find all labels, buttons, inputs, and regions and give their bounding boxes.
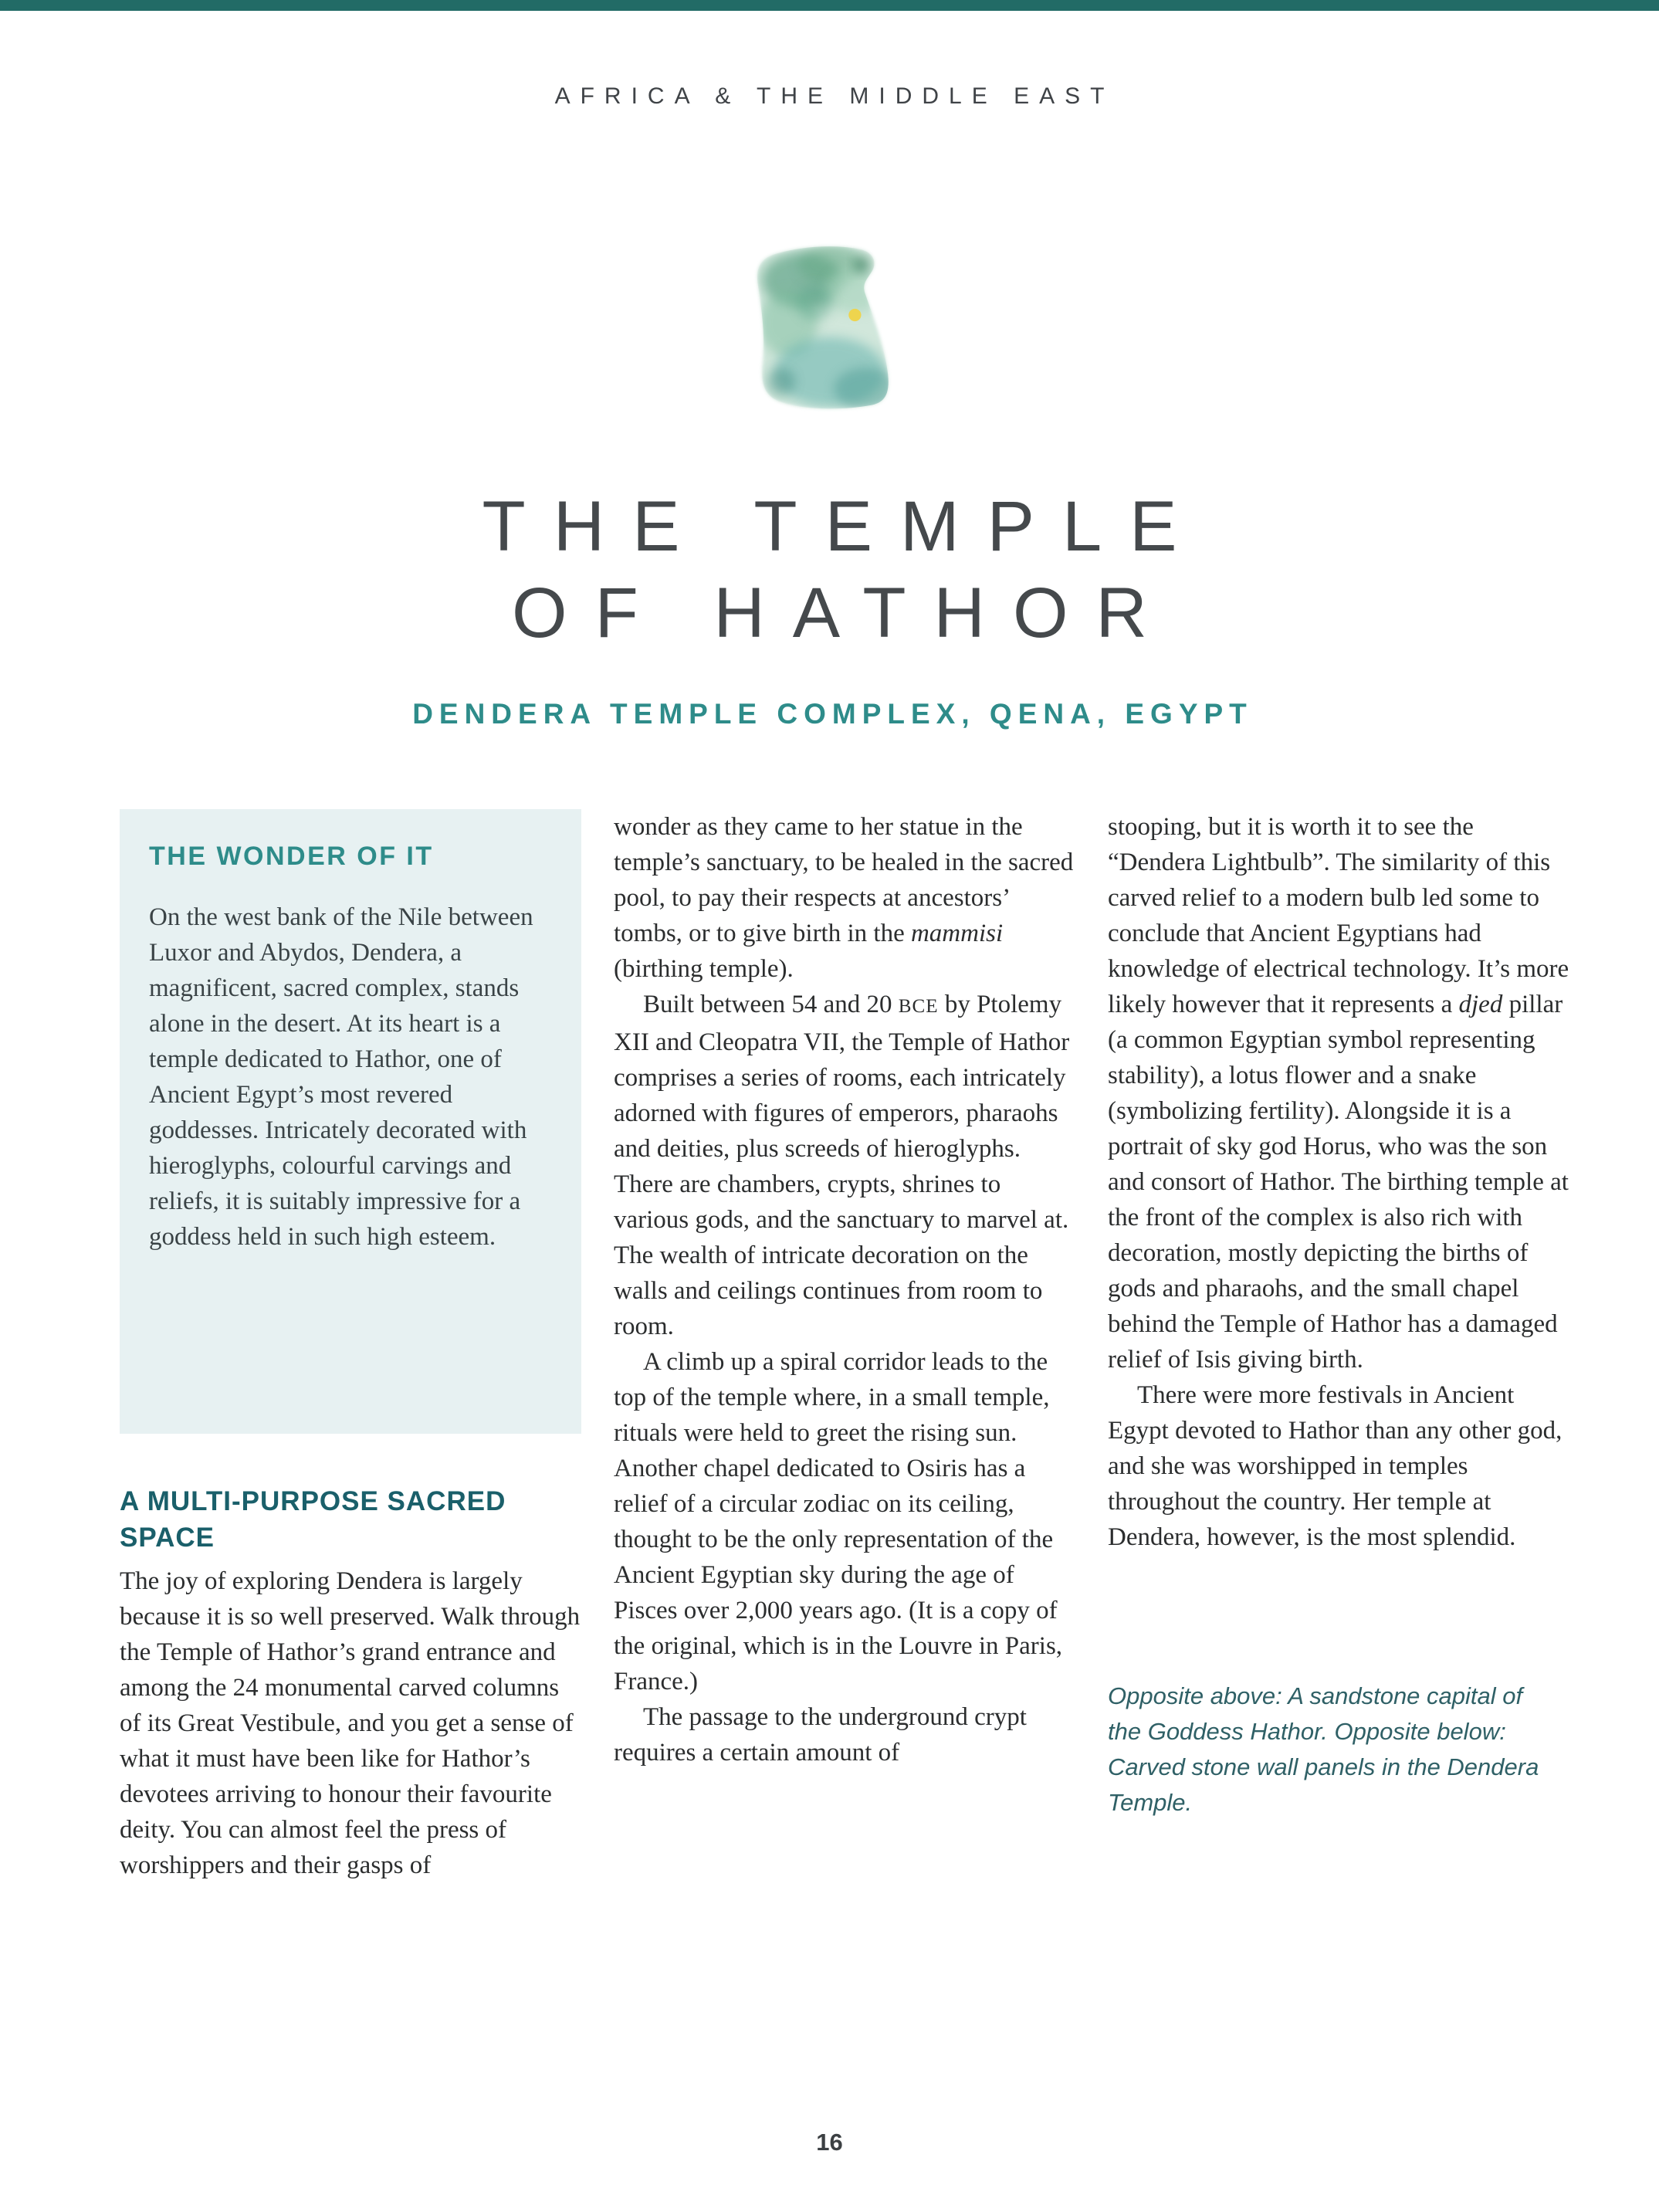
right-column-text [1108, 809, 1569, 1555]
egypt-watercolor-svg [726, 224, 934, 434]
italic-text: djed [1458, 991, 1503, 1018]
middle-column-text [614, 809, 1075, 1770]
paragraph [149, 899, 552, 1255]
article-columns [120, 809, 1569, 1883]
page-title [0, 483, 1659, 656]
wonder-box-text [149, 899, 552, 1255]
smallcaps-text: BCE [898, 996, 939, 1017]
body-text: stooping, but it is worth it to see the “Dendera Lightbulb”. The similarity of this carved relief to a modern bulb led some to conclude that Ancient Egyptians had knowledge of electrical technology. It’s more likely however that it represents a [1108, 813, 1569, 1018]
paragraph [614, 1699, 1075, 1770]
page-title-line1: THE TEMPLE [482, 487, 1205, 566]
paragraph [1108, 1377, 1569, 1555]
body-text: Built between 54 and 20 [642, 991, 899, 1018]
wonder-box-heading: THE WONDER OF IT [149, 842, 434, 871]
paragraph [1108, 809, 1569, 1377]
top-accent-bar [0, 0, 1659, 11]
body-text: (birthing temple). [614, 955, 794, 983]
body-text: The joy of exploring Dendera is largely because it is so well preserved. Walk through the Temple of Hathor’s grand entrance and among the 24 monumental carved columns of its Great Vestibule, and you get a sense of what it must have been like for Hathor’s devotees arriving to honour their favourite deity. You can almost feel the press of worshippers and their gasps of [120, 1567, 581, 1879]
italic-text: mammisi [910, 920, 1004, 947]
paragraph [614, 987, 1075, 1344]
page-subtitle: DENDERA TEMPLE COMPLEX, QENA, EGYPT [412, 698, 1253, 730]
left-column [120, 809, 581, 1883]
page-title-line2: OF HATHOR [512, 574, 1175, 652]
body-text: by Ptolemy XII and Cleopatra VII, the Temple of Hathor comprises a series of rooms, each intricately adorned with figures of emperors, pharaohs and deities, plus screeds of hieroglyphs. There are chambers, crypts, shrines to various gods, and the sanctuary to marvel at. The wealth of intricate decoration on the walls and ceilings continues from room to room. [614, 991, 1070, 1340]
paragraph [120, 1563, 581, 1883]
map-marker-dendera [848, 309, 861, 321]
right-column [1108, 809, 1569, 1821]
middle-column [614, 809, 1075, 1770]
page-number: 16 [816, 2129, 843, 2156]
egypt-map-illustration [726, 224, 934, 434]
body-text: There were more festivals in Ancient Egypt devoted to Hathor than any other god, and she was worshipped in temples throughout the country. Her temple at Dendera, however, is the most splendid. [1108, 1381, 1563, 1551]
body-text: wonder as they came to her statue in the temple’s sanctuary, to be healed in the sacred pool, to pay their respects at ancestors’ tombs, or to give birth in the [614, 813, 1074, 947]
body-text: On the west bank of the Nile between Luxor and Abydos, Dendera, a magnificent, sacred complex, stands alone in the desert. At its heart is a temple dedicated to Hathor, one of Ancient Egypt’s most revered goddesses. Intricately decorated with hieroglyphs, colourful carvings and reliefs, it is suitably impressive for a goddess held in such high esteem. [149, 903, 533, 1251]
paragraph [614, 809, 1075, 987]
paragraph [614, 1344, 1075, 1699]
left-column-text [120, 1563, 581, 1883]
body-text: The passage to the underground crypt requires a certain amount of [614, 1703, 1027, 1767]
section-header: AFRICA & THE MIDDLE EAST [554, 83, 1115, 109]
body-text: pillar (a common Egyptian symbol representing stability), a lotus flower and a snake (symbolizing fertility). Alongside it is a portrait of sky god Horus, who was the son and consort of Hathor. The birthing temple at the front of the complex is also rich with decoration, mostly depicting the births of gods and pharaohs, and the small chapel behind the Temple of Hathor has a damaged relief of Isis giving birth. [1108, 991, 1569, 1374]
multi-purpose-heading: A MULTI-PURPOSE SACRED SPACE [120, 1486, 506, 1553]
wonder-box [120, 809, 581, 1434]
photo-caption: Opposite above: A sandstone capital of the Goddess Hathor. Opposite below: Carved stone wall panels in the Dendera Temple. [1108, 1682, 1539, 1816]
body-text: A climb up a spiral corridor leads to the top of the temple where, in a small temple, rituals were held to greet the rising sun. Another chapel dedicated to Osiris has a relief of a circular zodiac on its ceiling, thought to be the only representation of the Ancient Egyptian sky during the age of Pisces over 2,000 years ago. (It is a copy of the original, which is in the Louvre in Paris, France.) [614, 1348, 1063, 1695]
